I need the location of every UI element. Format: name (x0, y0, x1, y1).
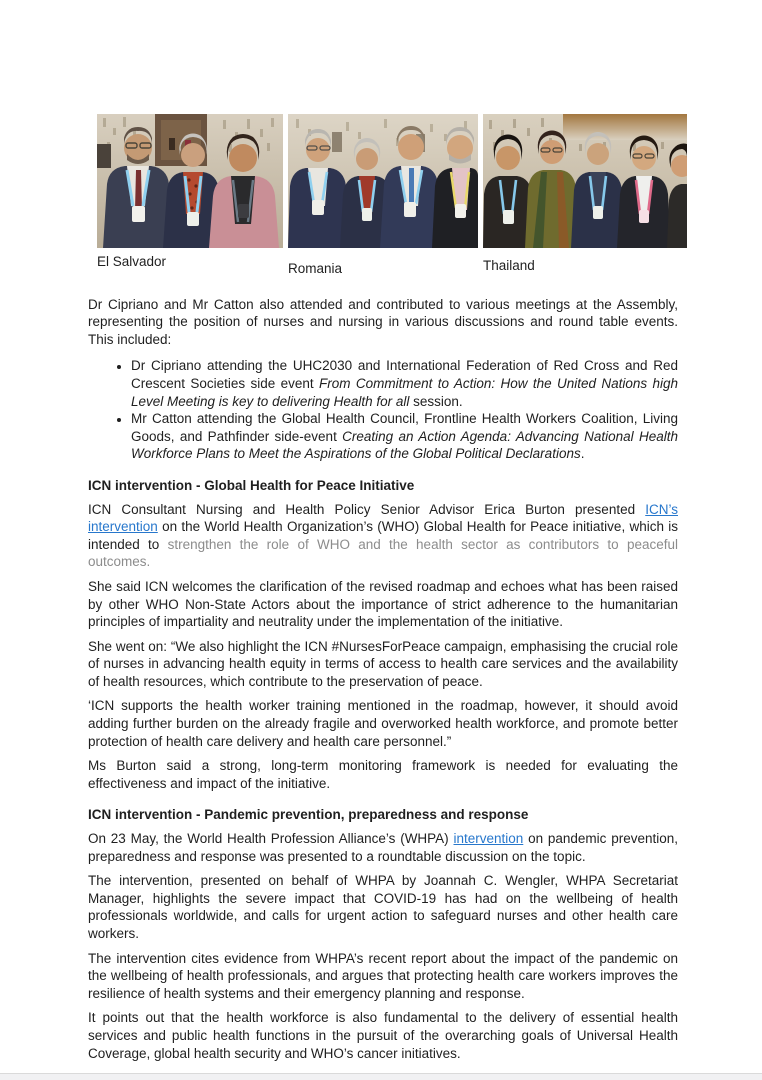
body-text: on the World Health Organization’s (WHO) Global Health for Peace initiative, which is intended to (88, 519, 678, 552)
body-text: She said ICN welcomes the clarification of the revised roadmap and echoes what has been raised by other WHO Non-State Actors about the importance of strict adherence to the humanitarian principles of impartiality and neutrality under the implementation of the initiative. (88, 578, 678, 630)
bullet-item (131, 410, 678, 463)
body-text: on pandemic prevention, preparedness and response was presented to a roundtable discussion on the topic. (88, 831, 678, 864)
body-text: She went on: “We also highlight the ICN #NursesForPeace campaign, emphasising the crucial role of nurses in advancing health equity in terms of access to health care services and the availability of health resources, which contribute to the preservation of peace. (88, 638, 678, 689)
section-heading: ICN intervention - Pandemic prevention, preparedness and response (88, 807, 529, 823)
paragraph (88, 757, 678, 792)
section-pandemic-preparedness (88, 806, 678, 1062)
paragraph (88, 638, 678, 691)
bullet-item (131, 357, 678, 410)
body-text: Dr Cipriano attending the UHC2030 and International Federation of Red Cross and Red Crescent Societies side event (131, 358, 678, 391)
body-text: The intervention, presented on behalf of WHPA by Joannah C. Wengler, WHPA Secretariat Manager, highlights the severe impact that COVID-19 has had on the wellbeing of health professionals worldwide, and calls for urgent action to safeguard nurses and other health care workers. (88, 873, 678, 941)
photo-caption: Thailand (483, 258, 535, 273)
photo-caption: Romania (288, 261, 343, 276)
paragraph (88, 501, 678, 571)
photo-row (97, 114, 678, 278)
body-text: ‘ICN supports the health worker training mentioned in the roadmap, however, it should avoid adding further burden on the already fragile and overworked health workforce, and promote better protection of health care delivery and health care personnel.” (88, 698, 678, 749)
body-text: Dr Cipriano and Mr Catton also attended and contributed to various meetings at the Assembly, representing the position of nurses and nursing in various discussions and round table events. This included: (88, 296, 678, 347)
italic-text: Creating an Action Agenda: Advancing National Health Workforce Plans to Meet the Aspirations of the Global Political Declarations (131, 428, 678, 462)
photo-thailand (483, 114, 687, 278)
section-heading: ICN intervention - Global Health for Peace Initiative (88, 477, 415, 493)
bullet-list (88, 357, 678, 463)
paragraph (88, 1009, 678, 1062)
photo-el-salvador-image (97, 114, 283, 248)
paragraph (88, 872, 678, 942)
body-text: session. (409, 393, 463, 409)
photo-caption: El Salvador (97, 254, 167, 269)
muted-text: strengthen the role of WHO and the health sector as contributors to peaceful outcomes. (88, 536, 678, 570)
body-text: It points out that the health workforce is also fundamental to the delivery of essential health services and public health functions in the pursuit of the overarching goals of Universal Health Coverage, global health security and WHO’s cancer initiatives. (88, 1010, 678, 1061)
inline-link[interactable]: intervention (453, 831, 524, 847)
page-gap (0, 1073, 762, 1080)
paragraph (88, 697, 678, 750)
paragraph (88, 950, 678, 1003)
paragraph-intro (88, 296, 678, 349)
photo-romania-image (288, 114, 478, 248)
body-text: On 23 May, the World Health Profession Alliance’s (WHPA) (88, 831, 454, 847)
photo-romania (288, 114, 478, 278)
body-text: . (580, 446, 585, 462)
body-text: Mr Catton attending the Global Health Council, Frontline Health Workers Coalition, Living Goods, and Pathfinder side-event (131, 411, 678, 444)
paragraph (88, 578, 678, 631)
inline-link[interactable]: ICN’s intervention (88, 501, 678, 535)
person-silhouette (667, 144, 687, 248)
paragraph (88, 830, 678, 865)
body-text: ICN Consultant Nursing and Health Policy Senior Advisor Erica Burton presented (88, 501, 646, 517)
italic-text: From Commitment to Action: How the United Nations high Level Meeting is key to delivering Health for all (131, 375, 678, 409)
body-text: The intervention cites evidence from WHPA’s recent report about the impact of the pandemic on the wellbeing of health professionals, and argues that protecting health care workers improves the resilience of health systems and their emergency planning and response. (88, 950, 678, 1001)
body-text: Ms Burton said a strong, long-term monitoring framework is needed for evaluating the effectiveness and impact of the initiative. (88, 758, 678, 791)
section-global-health-for-peace (88, 477, 678, 793)
photo-thailand-image (483, 114, 687, 248)
photo-el-salvador (97, 114, 283, 278)
